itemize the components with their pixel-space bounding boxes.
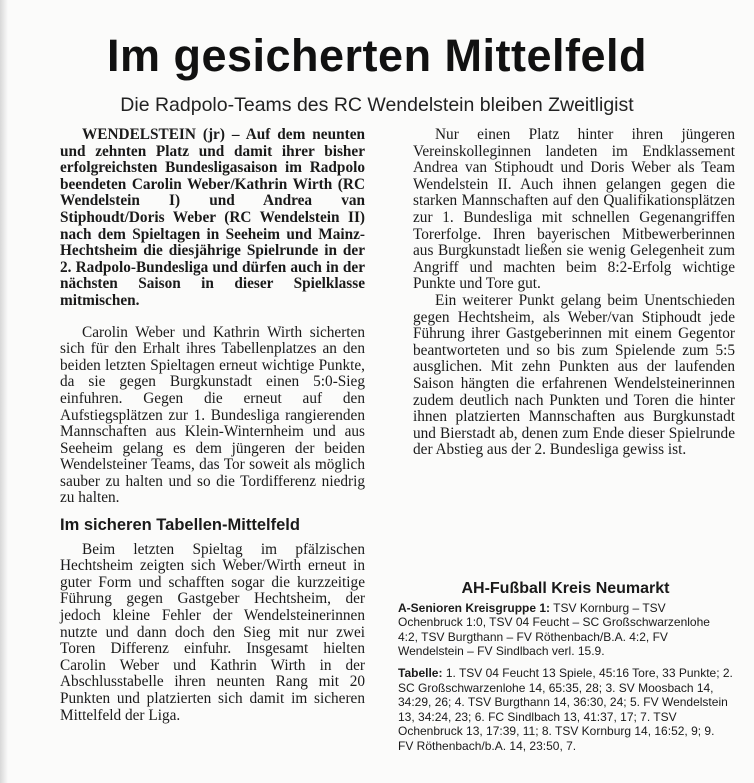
results-title: AH-Fußball Kreis Neumarkt: [461, 580, 670, 597]
scan-edge: [0, 0, 8, 783]
results-text: TSV Kornburg – TSV Ochenbruck 1:0, TSV 04 Feucht – SC Großschwarzenlohe 4:2, TSV Burgthann – FV Röthenbach/B.A. 4:2, FV Wendelstein – FV Sindlbach verl. 15.9.: [398, 600, 710, 659]
results-gap: [398, 659, 733, 666]
article-column-left: [60, 127, 365, 724]
body-paragraph-3: Nur einen Platz hinter ihren jüngeren Vereinskolleginnen landeten im Endklassement Andrea van Stiphoudt und Doris Weber als Team Wendelstein II. Auch ihnen gelangen gegen die starken Mannschaften auf den Qualifikationsplätzen zur 1. Bundesliga mit schnellen Gegenangriffen Torerfolge. Ihren bayerischen Mitbewerberinnen aus Burgkunstadt ließen sie wenig Gelegenheit zum Angriff und machten beim 8:2-Erfolg wichtige Punkte und Tore gut.: [413, 126, 735, 293]
lead-text: Auf dem neunten und zehnten Platz und damit ihrer bisher erfolgreichsten Bundesligasaison im Radpolo beendeten Carolin Weber/Kathrin Wirth (RC Wendelstein I) und Andrea van Stiphoudt/Doris Weber (RC Wendelstein II) nach dem Spieltagen in Seeheim und Mainz-Hechtsheim die diesjährige Spielrunde in der 2. Radpolo-Bundesliga und dürfen auch in der nächsten Saison in dieser Spielklasse mitmischen.: [60, 126, 366, 309]
table-label: Tabelle:: [398, 665, 443, 680]
league-table: [398, 666, 733, 754]
lead-paragraph: [60, 127, 365, 310]
section-heading: Im sicheren Tabellen-Mittelfeld: [60, 516, 300, 535]
byline: WENDELSTEIN (jr) –: [82, 126, 240, 143]
article-column-right: [413, 127, 735, 459]
table-text: 1. TSV 04 Feucht 13 Spiele, 45:16 Tore, 33 Punkte; 2. SC Großschwarzenlohe 14, 65:35, 28; 3. SV Moosbach 14, 34:29, 26; 4. TSV Burgthann 14, 36:30, 24; 5. FV Wendelstein 13, 34:24, 23; 6. FC Sindlbach 13, 41:37, 17; 7. TSV Ochenbruck 13, 17:39, 11; 8. TSV Kornburg 14, 16:52, 9; 9. FV Röthenbach/b.A. 14, 23:50, 7.: [398, 665, 733, 753]
paragraph-gap: [60, 310, 365, 325]
sports-results-box: [398, 582, 733, 754]
body-paragraph-1: Carolin Weber und Kathrin Wirth sicherten sich für den Erhalt ihres Tabellenplatzes an den beiden letzten Spieltagen erneut wichtige Punkte, da sie gegen Burgkunstadt einen 5:0-Sieg einfuhren. Gegen die erneut auf den Aufstiegsplätzen zur 1. Bundesliga rangierenden Mannschaften aus Klein-Winternheim und aus Seeheim gelang es dem jüngeren der beiden Wendelsteiner Teams, das Tor soweit als möglich sauber zu halten und so die Tordifferenz niedrig zu halten.: [60, 323, 365, 507]
body-paragraph-2: Beim letzten Spieltag im pfälzischen Hechtsheim zeigten sich Weber/Wirth erneut in guter Form und schafften sogar die kurzzeitige Führung gegen Gastgeber Hechtsheim, der jedoch kleine Fehler der Wendelsteinerinnen nutzte und dann doch den Sieg mit nur zwei Toren Differenz einfuhr. Insgesamt hielten Carolin Weber und Kathrin Wirth in der Abschlusstabelle ihren neunten Rang mit 20 Punkten und platzierten sich damit im sicheren Mittelfeld der Liga.: [60, 540, 365, 724]
results-label: A-Senioren Kreisgruppe 1:: [398, 600, 551, 615]
match-results: [398, 601, 733, 659]
article-subheadline: Die Radpolo-Teams des RC Wendelstein bleiben Zweitligist: [120, 94, 634, 116]
body-paragraph-4: Ein weiterer Punkt gelang beim Unentschieden gegen Hechtsheim, als Weber/van Stiphoudt jede Führung ihrer Gastgeberinnen mit einem Gegentor beantworteten und so bis zum Spielende zum 5:5 ausglichen. Mit zehn Punkten aus der laufenden Saison hängten die erfahrenen Wendelsteinerinnen zudem deutlich nach Punkten und Toren die hinter ihnen platzierten Mannschaften aus Burgkunstadt und Bierstadt ab, denen zum Ende dieser Spielrunde der Abstieg aus der 2. Bundesliga gewiss ist.: [413, 291, 735, 459]
article-headline: Im gesicherten Mittelfeld: [106, 30, 648, 81]
